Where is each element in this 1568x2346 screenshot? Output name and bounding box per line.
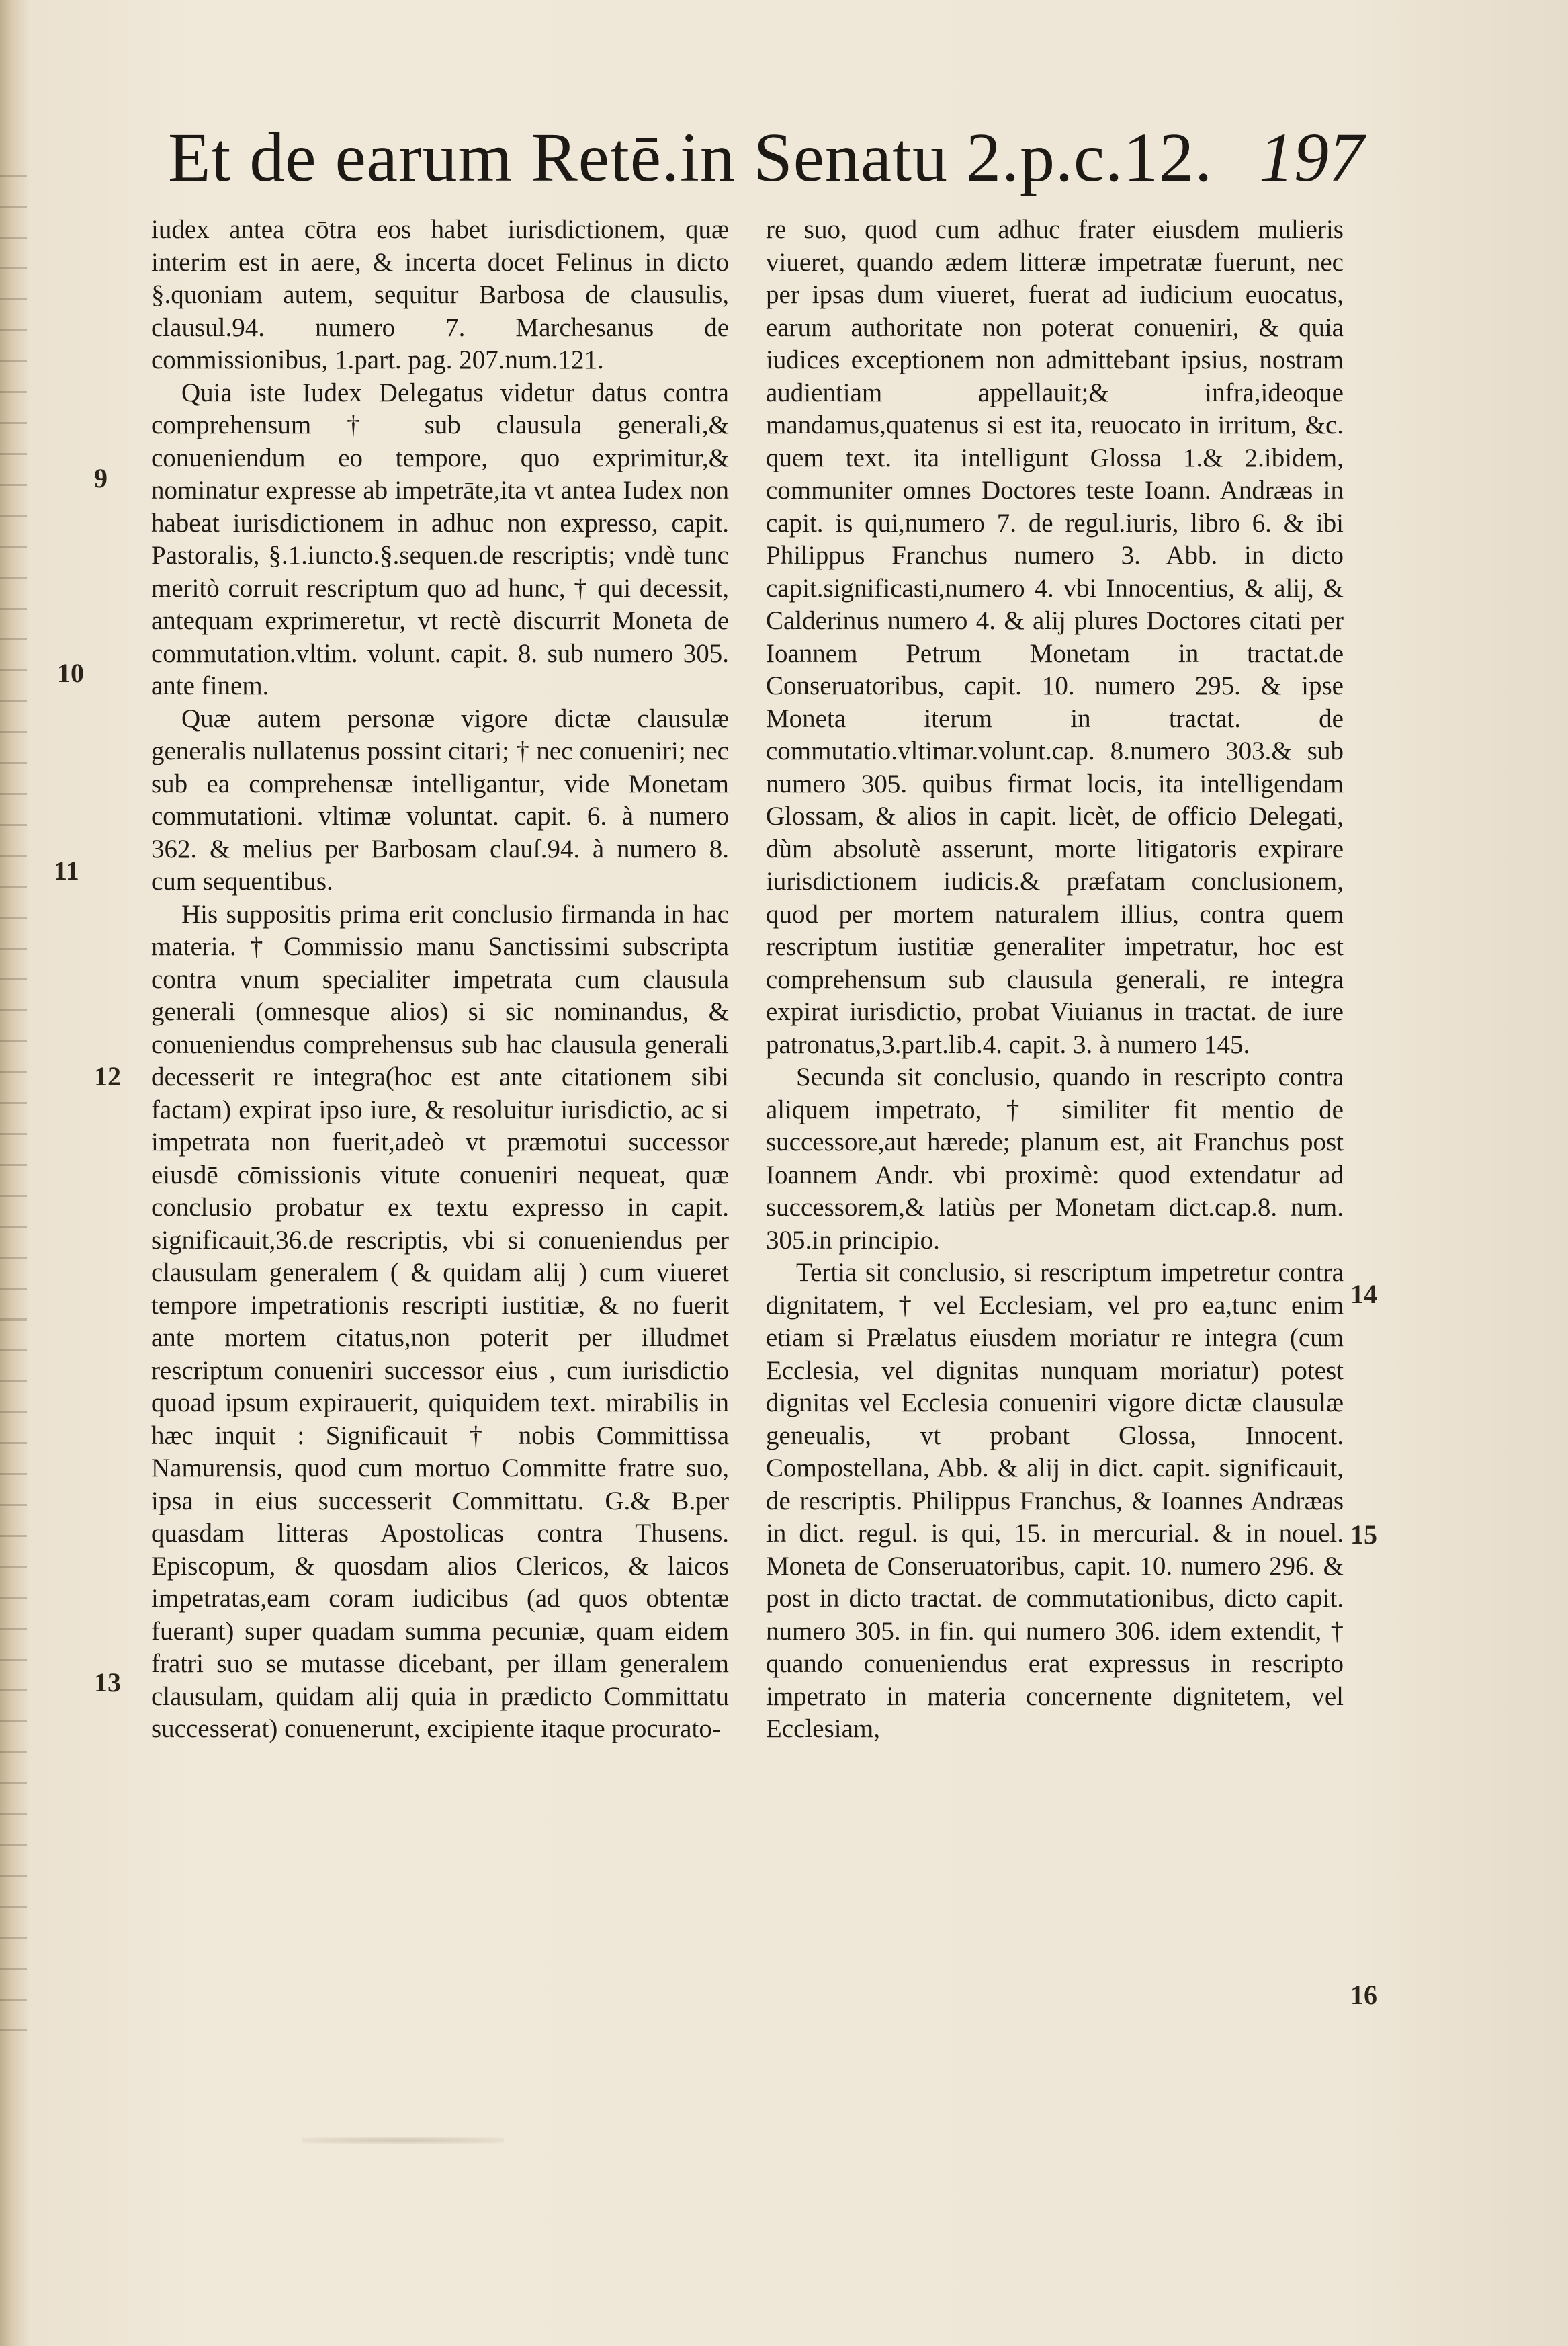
paragraph: Tertia sit conclusio, si rescriptum impetretur contra dignitatem, † vel Ecclesiam, vel pro ea,tunc enim etiam si Prælatus eiusdem moriatur re integra (cum Ecclesia, vel dignitas nunquam moriatur) potest dignitas vel Ecclesia conueniri vigore dictæ clausulæ geneualis, vt probant Glossa, Innocent. Compostellana, Abb. & alij in dict. capit. significauit, de rescriptis. Philippus Franchus, & Ioannes Andræas in dict. regul. is qui, 15. in mercurial. & in nouel. Moneta de Conseruatoribus, capit. 10. numero 296. & post in dicto tractat. de commutationibus, dicto capit. numero 305. in fin. qui numero 306. idem extendit, † quando conueniendus erat expressus in rescripto impetrato in materia concernente dignitetem, vel Ecclesiam, [766, 1258, 1344, 1743]
margin-number: 12 [94, 1061, 121, 1091]
page-edge-shadow [0, 175, 27, 2056]
margin-number: 9 [94, 463, 107, 493]
paragraph: Secunda sit conclusio, quando in rescripto contra aliquem impetrato, † similiter fit mentio de successore,aut hærede; planum est, ait Franchus post Ioannem Andr. vbi proximè: quod extendatur ad successorem,& latiùs per Monetam dict.cap.8. num. 305.in principio. [766, 1062, 1344, 1255]
margin-number: 11 [54, 855, 79, 886]
left-column [151, 214, 729, 1746]
paragraph: Quæ autem personæ vigore dictæ clausulæ generalis nullatenus possint citari; † nec conueniri; nec sub ea comprehensæ intelligantur, vide Monetam commutationi. vltimæ voluntat. capit. 6. à numero 362. & melius per Barbosam clauſ.94. à numero 8. cum sequentibus. [151, 704, 729, 896]
margin-number: 16 [1350, 1980, 1377, 2010]
page-header [168, 114, 1364, 202]
paragraph: His suppositis prima erit conclusio firmanda in hac materia. † Commissio manu Sanctissimi subscripta contra vnum specialiter impetrata cum clausula generali (omnesque alios) si sic nominandus, & conueniendus comprehensus sub hac clausula generali decesserit re integra(hoc est ante citationem sibi factam) expirat ipso iure, & resoluitur iurisdictio, ac si impetrata non fuerit,adeò vt præmotui successor eiusdē cōmissionis vitute conueniri nequeat, quæ conclusio probatur ex textu expresso in capit. significauit,36.de rescriptis, vbi si conueniendus per clausulam generalem ( & quidam alij ) cum viueret tempore impetrationis rescripti iustitiæ, & no fuerit ante mortem citatus,non poterit per illudmet rescriptum conueniri successor eius , cum iurisdictio quoad ipsum expirauerit, quiquidem text. mirabilis in hæc inquit : Significauit † nobis Committissa Namurensis, quod cum mortuo Committe fratre suo, ipsa in eius successerit Committatu. G.& B.per quasdam litteras Apostolicas contra Thusens. Episcopum, & quosdam alios Clericos, & laicos impetratas,eam coram iudicibus (ad quos obtentæ fuerant) super quadam summa pecuniæ, quam eidem fratri suo se mutasse dicebant, per illam generalem clausulam, quidam alij quia in prædicto Committatu successerat) conuenerunt, excipiente itaque procurato- [151, 899, 729, 1743]
paragraph: Quia iste Iudex Delegatus videtur datus contra comprehensum † sub clausula generali,& conueniendum eo tempore, quo exprimitur,& nominatur expresse ab impetrāte,ita vt antea Iudex non habeat iurisdictionem in adhuc non expresso, capit. Pastoralis, §.1.iuncto.§.sequen.de rescriptis; vndè tunc meritò corruit rescriptum quo ad hunc, † qui decessit, antequam exprimeretur, vt rectè discurrit Moneta de commutation.vltim. volunt. capit. 8. sub numero 305. ante finem. [151, 378, 729, 700]
right-column [766, 214, 1344, 1746]
margin-number: 13 [94, 1667, 121, 1698]
ink-smudge [302, 2137, 504, 2144]
margin-number: 15 [1350, 1519, 1377, 1550]
page-number: 197 [1259, 119, 1364, 196]
running-title: Et de earum Retē.in Senatu 2.p.c.12. [168, 119, 1213, 196]
margin-number: 14 [1350, 1279, 1377, 1309]
paragraph: iudex antea cōtra eos habet iurisdictionem, quæ interim est in aere, & incerta docet Felinus in dicto §.quoniam autem, sequitur Barbosa de clausulis, clausul.94. numero 7. Marchesanus de commissionibus, 1.part. pag. 207.num.121. [151, 215, 729, 374]
margin-number: 10 [57, 658, 84, 688]
paragraph: re suo, quod cum adhuc frater eiusdem mulieris viueret, quando ædem litteræ impetratæ fuerunt, nec per ipsas dum viueret, fuerat ad iudicium euocatus, earum authoritate non poterat conueniri, & quia iudices exceptionem non admittebant ipsius, nostram audientiam appellauit;& infra,ideoque mandamus,quatenus si est ita, reuocato in irritum, &c. quem text. ita intelligunt Glossa 1.& 2.ibidem, communiter omnes Doctores teste Ioann. Andræas in capit. is qui,numero 7. de regul.iuris, libro 6. & ibi Philippus Franchus numero 3. Abb. in dicto capit.significasti,numero 4. vbi Innocentius, & alij, & Calderinus numero 4. & alij plures Doctores citati per Ioannem Petrum Monetam in tractat.de Conseruatoribus, capit. 10. numero 295. & ipse Moneta iterum in tractat. de commutatio.vltimar.volunt.cap. 8.numero 303.& sub numero 305. quibus firmat locis, ita intelligendam Glossam, & alios in capit. licèt, de officio Delegati, dùm absolutè asserunt, morte litigatoris expirare iurisdictionem iudicis.& præfatam conclusionem, quod per mortem naturalem illius, contra quem rescriptum iustitiæ generaliter impetratur, hoc est comprehensum sub clausula generali, re integra expirat iurisdictio, probat Viuianus in tractat. de iure patronatus,3.part.lib.4. capit. 3. à numero 145. [766, 215, 1344, 1059]
